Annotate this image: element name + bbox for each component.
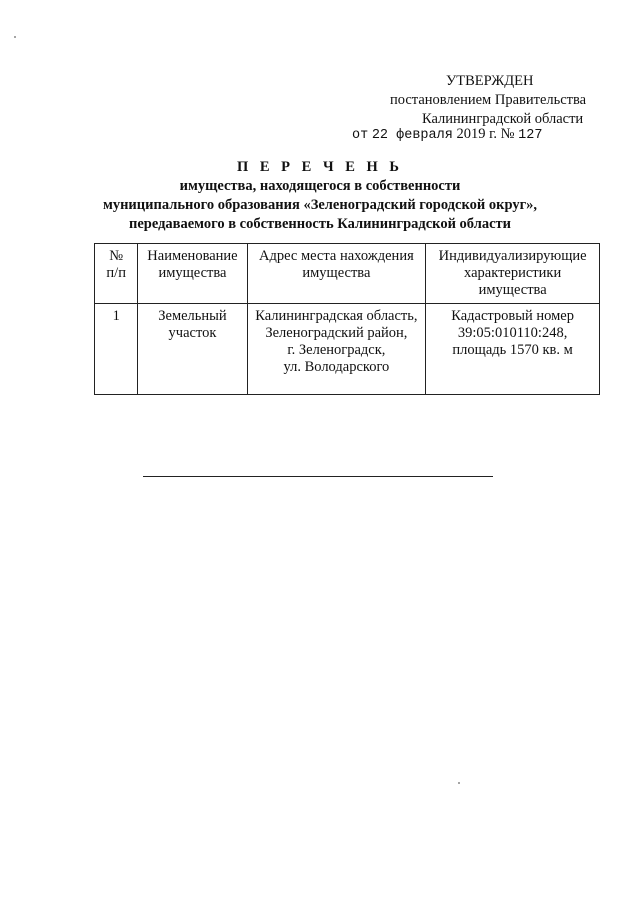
table-header-row	[95, 244, 600, 304]
scan-speck	[14, 36, 16, 38]
approval-title: УТВЕРЖДЕН	[446, 73, 534, 89]
date-year: 2019 г. №	[456, 126, 515, 142]
table-row	[95, 304, 600, 395]
header-characteristics: Индивидуализирующие характеристики имущества	[426, 244, 600, 304]
title-line: имущества, находящегося в собственности	[179, 178, 461, 194]
document-number: 127	[518, 128, 543, 143]
date-day-month: 22 февраля	[371, 128, 453, 143]
property-table	[94, 243, 600, 395]
closing-divider	[143, 476, 493, 477]
header-name: Наименование имущества	[138, 244, 247, 304]
header-address: Адрес места нахождения имущества	[247, 244, 426, 304]
document-title	[0, 158, 640, 234]
title-line: муниципального образования «Зеленоградский городской округ»,	[102, 197, 538, 213]
title-heading: П Е Р Е Ч Е Н Ь	[236, 159, 404, 175]
title-line: передаваемого в собственность Калининградской области	[128, 216, 511, 232]
cell-name: Земельный участок	[138, 304, 247, 395]
cell-characteristics: Кадастровый номер 39:05:010110:248, площадь 1570 кв. м	[426, 304, 600, 395]
approval-line: Калининградской области	[422, 111, 584, 127]
approval-line: постановлением Правительства	[390, 92, 587, 108]
approval-date	[352, 125, 542, 145]
cell-address: Калининградская область, Зеленоградский район, г. Зеленоградск, ул. Володарского	[247, 304, 426, 395]
header-number: № п/п	[95, 244, 138, 304]
date-prefix: от	[352, 128, 369, 143]
cell-number: 1	[95, 304, 138, 395]
scan-speck	[458, 782, 460, 784]
